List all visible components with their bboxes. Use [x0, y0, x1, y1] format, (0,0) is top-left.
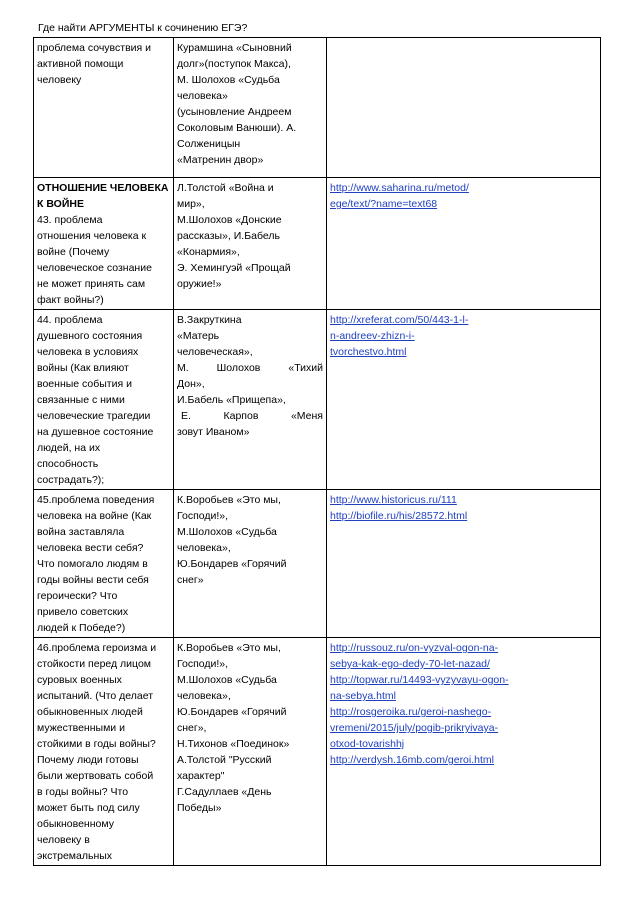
table-row	[34, 490, 601, 638]
problem-line: человеку в	[37, 834, 90, 846]
problem-line: человека на войне (Как	[37, 510, 152, 522]
problem-line: человеку	[37, 74, 82, 86]
source-link[interactable]: ege/text/?name=text68	[330, 198, 438, 210]
problem-line: были жертвовать собой	[37, 770, 154, 782]
problem-line: 46.проблема героизма и	[37, 642, 157, 654]
works-cell	[174, 310, 327, 490]
work-line: оружие!»	[177, 278, 222, 290]
problem-line: Почему люди готовы	[37, 754, 139, 766]
work-line: К.Воробьев «Это мы,	[177, 642, 281, 654]
work-line: долг»(поступок Макса),	[177, 58, 291, 70]
works-cell	[174, 38, 327, 178]
problem-line: проблема сочувствия и	[37, 42, 151, 54]
work-line: Э. Хемингуэй «Прощай	[177, 262, 291, 274]
problem-line: человеческое сознание	[37, 262, 152, 274]
links-cell	[327, 310, 601, 490]
works-cell	[174, 178, 327, 310]
problem-cell	[34, 38, 174, 178]
problem-line: человеческие трагедии	[37, 410, 151, 422]
work-line: М. Шолохов «Тихий	[177, 362, 323, 374]
arguments-table	[33, 37, 601, 866]
section-heading: К ВОЙНЕ	[37, 198, 84, 210]
source-link[interactable]: http://topwar.ru/14493-vyzyvayu-ogon-	[330, 674, 509, 686]
work-line: В.Закруткина	[177, 314, 242, 326]
source-link[interactable]: http://www.saharina.ru/metod/	[330, 182, 469, 194]
works-cell	[174, 638, 327, 866]
work-line: человеческая»,	[177, 346, 253, 358]
problem-cell	[34, 638, 174, 866]
work-line: рассказы», И.Бабель	[177, 230, 280, 242]
work-line: «Матерь	[177, 330, 220, 342]
problem-line: человека вести себя?	[37, 542, 144, 554]
work-line: Дон»,	[177, 378, 205, 390]
source-link[interactable]: tvorchestvo.html	[330, 346, 407, 358]
work-line: (усыновление Андреем	[177, 106, 292, 118]
work-line: зовут Иваном»	[177, 426, 250, 438]
work-line: снег»,	[177, 722, 207, 734]
table-row	[34, 178, 601, 310]
table-row	[34, 38, 601, 178]
work-line: Г.Садуллаев «День	[177, 786, 272, 798]
work-line: характер"	[177, 770, 225, 782]
work-line: Ю.Бондарев «Горячий	[177, 706, 287, 718]
work-line: М.Шолохов «Донские	[177, 214, 282, 226]
work-line: Господи!»,	[177, 510, 229, 522]
work-line: мир»,	[177, 198, 205, 210]
problem-cell	[34, 178, 174, 310]
problem-cell	[34, 310, 174, 490]
problem-line: стойкости перед лицом	[37, 658, 152, 670]
links-cell	[327, 490, 601, 638]
problem-line: обыкновенному	[37, 818, 114, 830]
work-line: К.Воробьев «Это мы,	[177, 494, 281, 506]
source-link[interactable]: http://rosgeroika.ru/geroi-nashego-	[330, 706, 492, 718]
problem-line: способность	[37, 458, 99, 470]
problem-line: факт войны?)	[37, 294, 104, 306]
work-line: человека»	[177, 90, 228, 102]
source-link[interactable]: n-andreev-zhizn-i-	[330, 330, 415, 342]
work-line: М. Шолохов «Судьба	[177, 74, 280, 86]
work-line: Солженицын	[177, 138, 241, 150]
problem-line: война заставляла	[37, 526, 125, 538]
problem-line: 45.проблема поведения	[37, 494, 155, 506]
source-link[interactable]: http://xreferat.com/50/443-1-l-	[330, 314, 469, 326]
problem-line: обыкновенных людей	[37, 706, 143, 718]
problem-line: стойкими в годы войны?	[37, 738, 156, 750]
links-cell	[327, 178, 601, 310]
links-cell	[327, 638, 601, 866]
work-line: Е. Карпов «Меня	[181, 410, 323, 422]
problem-line: 44. проблема	[37, 314, 103, 326]
problem-line: связанные с ними	[37, 394, 125, 406]
work-line: Н.Тихонов «Поединок»	[177, 738, 290, 750]
source-link[interactable]: sebya-kak-ego-dedy-70-let-nazad/	[330, 658, 490, 670]
source-link[interactable]: na-sebya.html	[330, 690, 396, 702]
problem-line: может быть под силу	[37, 802, 140, 814]
problem-line: военные события и	[37, 378, 132, 390]
problem-line: душевного состояния	[37, 330, 143, 342]
links-cell	[327, 38, 601, 178]
work-line: И.Бабель «Прищепа»,	[177, 394, 286, 406]
source-link[interactable]: http://russouz.ru/on-vyzval-ogon-na-	[330, 642, 499, 654]
problem-line: людей, на их	[37, 442, 101, 454]
problem-line: привело советских	[37, 606, 129, 618]
work-line: человека»,	[177, 690, 231, 702]
source-link[interactable]: otxod-tovarishhj	[330, 738, 405, 750]
problem-line: в годы войны? Что	[37, 786, 129, 798]
problem-line: отношения человека к	[37, 230, 147, 242]
works-cell	[174, 490, 327, 638]
source-link[interactable]: vremeni/2015/july/pogib-prikryivaya-	[330, 722, 499, 734]
problem-line: Что помогало людям в	[37, 558, 148, 570]
problem-cell	[34, 490, 174, 638]
work-line: Победы»	[177, 802, 222, 814]
problem-line: героически? Что	[37, 590, 118, 602]
problem-line: людей к Победе?)	[37, 622, 126, 634]
problem-line: не может принять сам	[37, 278, 146, 290]
work-line: Ю.Бондарев «Горячий	[177, 558, 287, 570]
work-line: снег»	[177, 574, 204, 586]
source-link[interactable]: http://verdysh.16mb.com/geroi.html	[330, 754, 494, 766]
work-line: Л.Толстой «Война и	[177, 182, 274, 194]
work-line: Соколовым Ванюши). А.	[177, 122, 297, 134]
source-link[interactable]: http://www.historicus.ru/111	[330, 494, 457, 506]
problem-line: войне (Почему	[37, 246, 110, 258]
work-line: человека»,	[177, 542, 231, 554]
table-row	[34, 638, 601, 866]
problem-line: человека в условиях	[37, 346, 139, 358]
page-title: Где найти АРГУМЕНТЫ к сочинению ЕГЭ?	[38, 22, 248, 34]
problem-line: мужественными и	[37, 722, 125, 734]
work-line: «Матренин двор»	[177, 154, 264, 166]
table-row	[34, 310, 601, 490]
problem-line: экстремальных	[37, 850, 113, 862]
section-heading: ОТНОШЕНИЕ ЧЕЛОВЕКА	[37, 182, 169, 194]
work-line: «Конармия»,	[177, 246, 240, 258]
source-link[interactable]: http://biofile.ru/his/28572.html	[330, 510, 468, 522]
problem-line: активной помощи	[37, 58, 124, 70]
work-line: Курамшина «Сыновний	[177, 42, 292, 54]
problem-line: годы войны вести себя	[37, 574, 149, 586]
problem-line: испытаний. (Что делает	[37, 690, 154, 702]
work-line: Господи!»,	[177, 658, 229, 670]
problem-line: 43. проблема	[37, 214, 103, 226]
problem-line: на душевное состояние	[37, 426, 154, 438]
problem-line: суровых военных	[37, 674, 122, 686]
work-line: А.Толстой "Русский	[177, 754, 272, 766]
problem-line: сострадать?);	[37, 474, 105, 486]
work-line: М.Шолохов «Судьба	[177, 526, 277, 538]
problem-line: войны (Как влияют	[37, 362, 129, 374]
work-line: М.Шолохов «Судьба	[177, 674, 277, 686]
